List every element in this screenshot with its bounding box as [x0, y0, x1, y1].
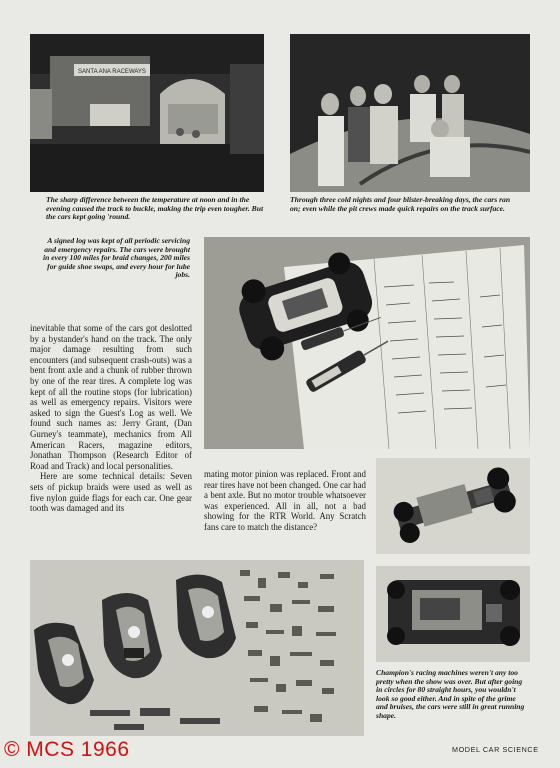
- article-column-1: [30, 323, 192, 514]
- copyright-watermark: © MCS 1966: [4, 738, 130, 761]
- raceway-entrance-photo: [30, 34, 264, 192]
- crowd-caption: Through three cold nights and four blister-breaking days, the cars ran on; even while the pit crews made quick repairs on the track surface.: [290, 195, 511, 213]
- article-paragraph-3: mating motor pinion was replaced. Front and rear tires have not been changed. One car had a bent axle. But no motor trouble whatsoever was experienced. All in all, not a bad showing for the RTR World. Any Scratch fans care to match the distance?: [204, 469, 366, 532]
- article-paragraph-2: Here are some technical details: Seven sets of pickup braids were used as well as five nylon guide flags for each car. One gear tooth was damaged and its: [30, 471, 192, 514]
- track-crowd-photo: [290, 34, 530, 192]
- magazine-name: MODEL CAR SCIENCE: [452, 745, 539, 754]
- chassis-photo: [376, 458, 530, 554]
- log-sheet-photo: [204, 237, 530, 449]
- champion-caption: Champion's racing machines weren't any too pretty when the show was over. But after going in circles for 80 straight hours, you wouldn't look so good either. And in spite of the grime and bruises, the cars were still in great running shape.: [376, 668, 525, 720]
- article-paragraph-1: inevitable that some of the cars got deslotted by a bystander's hand on the track. The only major damage resulting from such encounters (and subsequent crash-outs) was a bent front axle and a chunk of rubber thrown by one of the rear tires. A complete log was kept of all the routine stops (for lubrication) as well as emergency repairs. Visitors were asked to sign the Guest's Log as well. We found such names as: Jerry Grant, (Dan Gurney's teammate), mechanics from All American Racers, magazine editors, Jonathan Thompson (Research Editor of Road and Track) and local personalities.: [30, 323, 192, 471]
- parts-spread-photo: [30, 560, 364, 736]
- article-column-2: [204, 469, 366, 533]
- underside-photo: [376, 566, 530, 662]
- log-caption: A signed log was kept of all periodic servicing and emergency repairs. The cars were brought in every 100 miles for braid changes, 200 miles for guide shoe swaps, and every hour for lube jobs.: [42, 236, 190, 280]
- raceway-sign: SANTA ANA RACEWAYS: [78, 69, 146, 75]
- raceway-caption: The sharp difference between the temperature at noon and in the evening caused the track to buckle, making the trip even tougher. But the cars kept going 'round.: [46, 195, 264, 222]
